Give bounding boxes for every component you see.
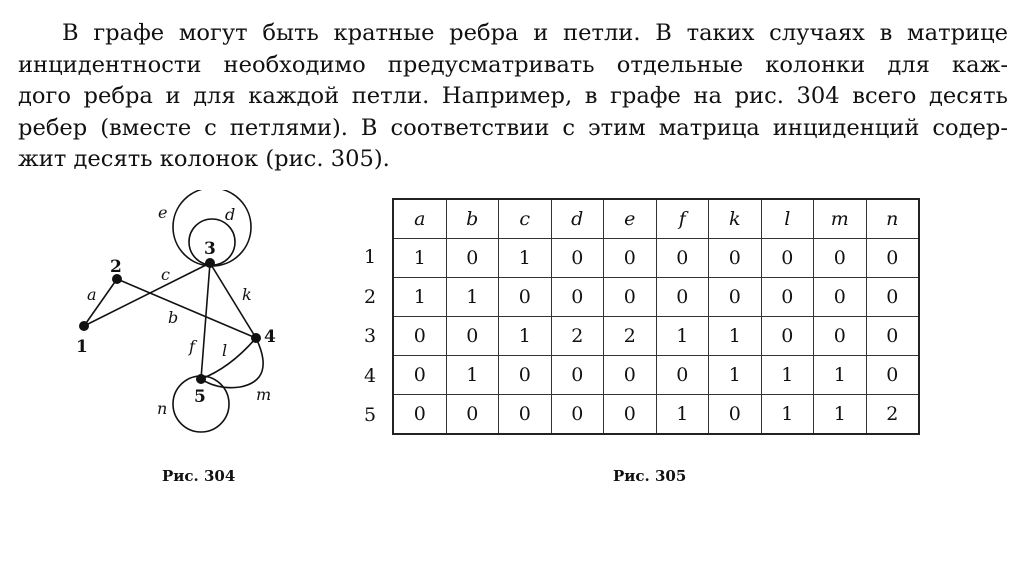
column-header: n (866, 199, 919, 239)
column-header: m (814, 199, 867, 239)
edge-b (117, 279, 256, 338)
matrix-cell: 0 (709, 239, 762, 278)
paragraph-line: инцидентности необходимо предусматривать отдельные колонки для каж- (18, 51, 1008, 78)
figure-caption-304: Рис. 304 (162, 467, 236, 485)
matrix-row-labels (364, 238, 376, 436)
column-header: f (656, 199, 709, 239)
matrix-cell: 0 (814, 239, 867, 278)
matrix-cell: 0 (393, 395, 446, 435)
matrix-cell: 1 (393, 239, 446, 278)
vertex-label-3: 3 (204, 239, 216, 259)
matrix-row (393, 239, 919, 278)
matrix-cell: 0 (551, 395, 604, 435)
matrix-cell: 1 (709, 317, 762, 356)
column-header: b (446, 199, 499, 239)
matrix-cell: 0 (446, 239, 499, 278)
graph-figure (60, 190, 300, 450)
paragraph-line: жит десять колонок (рис. 305). (18, 146, 390, 172)
paragraph-line: дого ребра и для каждой петли. Например, в графе на рис. 304 всего десять (18, 83, 1008, 109)
matrix-cell: 0 (604, 395, 657, 435)
matrix-header-row (393, 199, 919, 239)
edge-label-l: l (222, 341, 228, 360)
matrix-cell: 0 (656, 239, 709, 278)
matrix-cell: 1 (499, 317, 552, 356)
column-header: k (709, 199, 762, 239)
edge-label-n: n (157, 399, 168, 418)
matrix-cell: 0 (866, 317, 919, 356)
matrix-cell: 2 (604, 317, 657, 356)
column-header: l (761, 199, 814, 239)
matrix-cell: 0 (866, 239, 919, 278)
matrix-cell: 1 (656, 395, 709, 435)
matrix-cell: 0 (814, 317, 867, 356)
matrix-cell: 0 (446, 395, 499, 435)
matrix-cell: 0 (604, 278, 657, 317)
matrix-cell: 1 (814, 356, 867, 395)
edge-label-c: c (161, 265, 170, 284)
vertex-label-4: 4 (264, 327, 276, 347)
matrix-cell: 0 (499, 356, 552, 395)
matrix-cell: 1 (499, 239, 552, 278)
edge-f (201, 263, 210, 379)
vertex-label-1: 1 (76, 337, 88, 357)
matrix-cell: 0 (551, 278, 604, 317)
matrix-cell: 1 (446, 356, 499, 395)
edge-label-m: m (256, 385, 272, 404)
matrix-cell: 0 (551, 356, 604, 395)
matrix-cell: 0 (604, 356, 657, 395)
matrix-cell: 0 (761, 239, 814, 278)
vertex-4 (251, 333, 261, 343)
matrix-cell: 0 (761, 317, 814, 356)
edge-m (201, 338, 263, 388)
matrix-cell: 0 (656, 278, 709, 317)
matrix-cell: 2 (866, 395, 919, 435)
matrix-cell: 0 (446, 317, 499, 356)
edge-label-f: f (189, 337, 195, 356)
matrix-cell: 0 (866, 278, 919, 317)
matrix-cell: 0 (499, 395, 552, 435)
matrix-cell: 0 (709, 395, 762, 435)
matrix-cell: 0 (551, 239, 604, 278)
incidence-matrix (392, 198, 920, 435)
matrix-row (393, 356, 919, 395)
row-label: 2 (364, 285, 377, 308)
column-header: a (393, 199, 446, 239)
matrix-cell: 1 (709, 356, 762, 395)
edge-label-d: d (225, 205, 236, 224)
vertex-label-5: 5 (194, 387, 206, 407)
matrix-cell: 1 (446, 278, 499, 317)
column-header: d (551, 199, 604, 239)
body-paragraph (18, 18, 1008, 176)
matrix-cell: 0 (761, 278, 814, 317)
matrix-row (393, 395, 919, 435)
matrix-cell: 0 (709, 278, 762, 317)
column-header: e (604, 199, 657, 239)
row-label: 1 (364, 246, 377, 268)
matrix-cell: 1 (393, 278, 446, 317)
matrix-cell: 0 (814, 278, 867, 317)
matrix-cell: 1 (656, 317, 709, 356)
edge-label-k: k (242, 285, 252, 304)
paragraph-line: ребер (вместе с петлями). В соответствии с этим матрица инциденций содер- (18, 114, 1008, 141)
matrix-cell: 1 (814, 395, 867, 435)
row-label: 4 (364, 364, 377, 387)
edge-l (201, 338, 256, 379)
vertex-3 (205, 258, 215, 268)
row-label: 5 (364, 404, 377, 426)
matrix-cell: 1 (761, 356, 814, 395)
vertex-label-2: 2 (110, 257, 122, 277)
paragraph-line: В графе могут быть кратные ребра и петли. В таких случаях в матрице (62, 20, 1008, 46)
figure-caption-305: Рис. 305 (613, 467, 687, 485)
matrix-cell: 2 (551, 317, 604, 356)
matrix-cell: 0 (499, 278, 552, 317)
vertex-5 (196, 374, 206, 384)
row-label: 3 (364, 325, 377, 347)
matrix-cell: 0 (604, 239, 657, 278)
matrix-row (393, 317, 919, 356)
matrix-row (393, 278, 919, 317)
edge-c (84, 263, 210, 326)
matrix-cell: 1 (761, 395, 814, 435)
matrix-cell: 0 (866, 356, 919, 395)
vertex-1 (79, 321, 89, 331)
edge-label-a: a (87, 285, 97, 304)
matrix-cell: 0 (393, 317, 446, 356)
edge-label-e: e (158, 203, 168, 222)
matrix-cell: 0 (656, 356, 709, 395)
column-header: c (499, 199, 552, 239)
edge-label-b: b (168, 308, 179, 327)
matrix-cell: 0 (393, 356, 446, 395)
